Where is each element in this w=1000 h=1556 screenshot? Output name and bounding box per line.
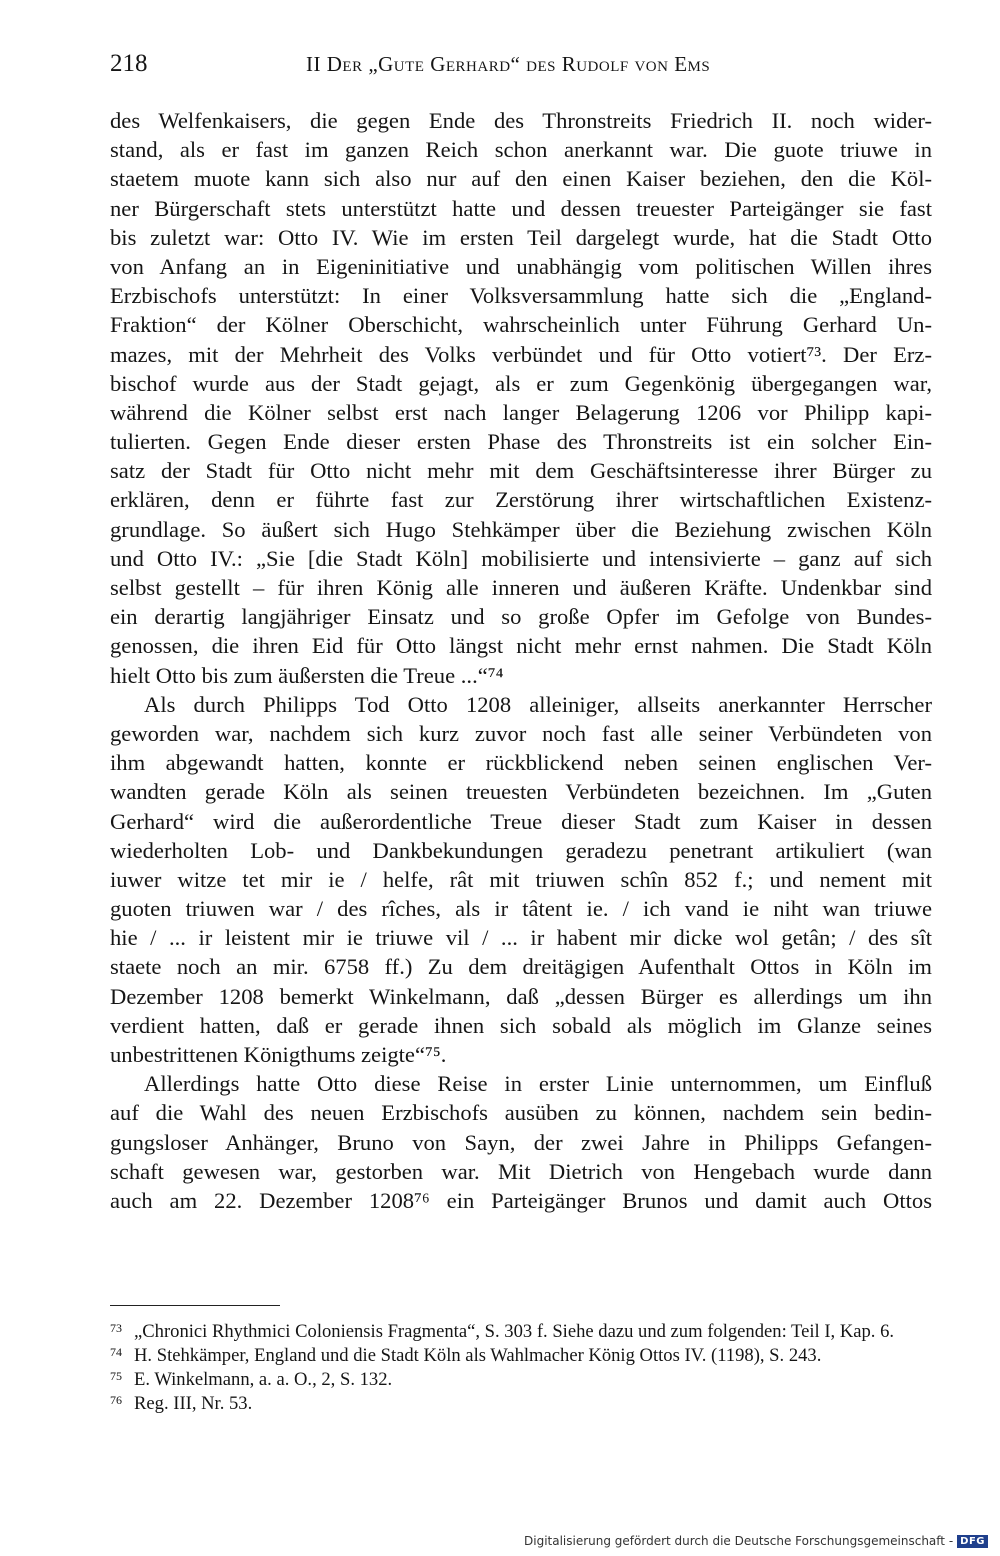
text-line: erklären, denn er führte fast zur Zerstörung ihrer wirtschaftlichen Existenz-: [110, 487, 932, 513]
text-line: hie / ... ir leistent mir ie triuwe vil / ... ir habent mir dicke wol getân; / des sît: [110, 925, 932, 951]
text-line: Als durch Philipps Tod Otto 1208 alleiniger, allseits anerkannter Herrscher: [144, 691, 932, 717]
text-line: satz der Stadt für Otto nicht mehr mit dem Geschäftsinteresse ihrer Bürger zu: [110, 458, 932, 484]
text-line: Fraktion“ der Kölner Oberschicht, wahrscheinlich unter Führung Gerhard Un-: [110, 312, 932, 338]
footnote: [110, 1392, 932, 1416]
footnote: [110, 1344, 932, 1368]
footnote: [110, 1320, 932, 1344]
text-line: hielt Otto bis zum äußersten die Treue ...“⁷⁴: [110, 662, 504, 688]
text-line: genossen, die ihren Eid für Otto längst nicht mehr ernst nahmen. Die Stadt Köln: [110, 633, 932, 659]
text-line: bischof wurde aus der Stadt gejagt, als er zum Gegenkönig übergegangen war,: [110, 370, 932, 396]
text-line: staete noch an mir. 6758 ff.) Zu dem dreitägigen Aufenthalt Ottos in Köln im: [110, 954, 932, 980]
footnote-text: Reg. III, Nr. 53.: [134, 1393, 253, 1414]
credit-text: Digitalisierung gefördert durch die Deutsche Forschungsgemeinschaft -: [524, 1534, 954, 1548]
footnote: [110, 1368, 932, 1392]
text-line: und Otto IV.: „Sie [die Stadt Köln] mobilisierte und intensivierte – ganz auf sich: [110, 545, 932, 571]
text-line: wandten gerade Köln als seinen treuesten Verbündeten bezeichnen. Im „Guten: [110, 779, 932, 805]
text-line: während die Kölner selbst erst nach langer Belagerung 1206 vor Philipp kapi-: [110, 399, 932, 425]
digitization-credit: [524, 1534, 988, 1548]
text-line: grundlage. So äußert sich Hugo Stehkämper über die Beziehung zwischen Köln: [110, 516, 932, 542]
footnote-text: H. Stehkämper, England und die Stadt Köln als Wahlmacher König Ottos IV. (1198), S. 243.: [134, 1345, 822, 1366]
footnote-number: 74: [110, 1345, 122, 1359]
text-line: schaft gewesen war, gestorben war. Mit Dietrich von Hengebach wurde dann: [110, 1158, 932, 1184]
text-line: bis zuletzt war: Otto IV. Wie im ersten Teil dargelegt wurde, hat die Stadt Otto: [110, 224, 932, 250]
text-line: tulierten. Gegen Ende dieser ersten Phase des Thronstreits ist ein solcher Ein-: [110, 429, 932, 455]
footnote-number: 75: [110, 1369, 122, 1383]
text-line: stand, als er fast im ganzen Reich schon anerkannt war. Die guote triuwe in: [110, 137, 932, 163]
text-line: wiederholten Lob- und Dankbekundungen geradezu penetrant artikuliert (wan: [110, 837, 932, 863]
page-number: 218: [110, 50, 148, 77]
text-line: Allerdings hatte Otto diese Reise in erster Linie unternommen, um Einfluß: [144, 1071, 932, 1097]
text-line: geworden war, nachdem sich kurz zuvor noch fast alle seiner Verbündeten von: [110, 720, 932, 746]
text-line: Gerhard“ wird die außerordentliche Treue dieser Stadt zum Kaiser in dessen: [110, 808, 932, 834]
text-line: selbst gestellt – für ihren König alle inneren und äußeren Kräfte. Undenkbar sind: [110, 575, 932, 600]
text-line: mazes, mit der Mehrheit des Volks verbündet und für Otto votiert⁷³. Der Erz-: [110, 341, 932, 367]
text-line: iuwer witze tet mir ie / helfe, rât mit triuwen schîn 852 f.; und nement mit: [110, 866, 932, 892]
text-line: guoten triuwen war / des rîches, als ir tâtent ie. / ich vand ie niht wan triuwe: [110, 896, 932, 922]
text-line: staetem muote kann sich also nur auf den einen Kaiser beziehen, den die Köl-: [110, 166, 932, 192]
footnote-divider: [110, 1305, 280, 1306]
footnote-text: „Chronici Rhythmici Coloniensis Fragmenta“, S. 303 f. Siehe dazu und zum folgenden: Teil I, Kap. 6.: [134, 1321, 895, 1342]
text-line: des Welfenkaisers, die gegen Ende des Thronstreits Friedrich II. noch wider-: [110, 108, 932, 133]
text-line: ihm abgewandt hatten, konnte er rückblickend neben seinen englischen Ver-: [110, 750, 932, 776]
body-text: [110, 106, 932, 1215]
running-title: II Der „Gute Gerhard“ des Rudolf von Ems: [306, 52, 711, 76]
text-line: ner Bürgerschaft stets unterstützt hatte und dessen treuester Parteigänger sie fast: [110, 195, 932, 221]
text-line: unbestrittenen Königthums zeigte“⁷⁵.: [110, 1042, 447, 1067]
text-line: auf die Wahl des neuen Erzbischofs ausüben zu können, nachdem sein bedin-: [110, 1100, 932, 1126]
footnote-number: 76: [110, 1393, 122, 1407]
footnote-text: E. Winkelmann, a. a. O., 2, S. 132.: [134, 1369, 393, 1390]
footnotes: [110, 1320, 932, 1416]
text-line: gungsloser Anhänger, Bruno von Sayn, der zwei Jahre in Philipps Gefangen-: [110, 1129, 932, 1155]
text-line: von Anfang an in Eigeninitiative und unabhängig vom politischen Willen ihres: [110, 253, 932, 279]
text-line: auch am 22. Dezember 1208⁷⁶ ein Parteigänger Brunos und damit auch Ottos: [110, 1187, 932, 1213]
text-line: ein derartig langjähriger Einsatz und so große Opfer im Gefolge von Bundes-: [110, 604, 932, 630]
page-header: [110, 50, 932, 82]
footnote-number: 73: [110, 1321, 122, 1335]
dfg-logo: DFG: [957, 1535, 988, 1548]
text-line: Dezember 1208 bemerkt Winkelmann, daß „dessen Bürger es allerdings um ihn: [110, 983, 932, 1009]
text-line: verdient hatten, daß er gerade ihnen sich sobald als möglich im Glanze seines: [110, 1012, 932, 1038]
text-line: Erzbischofs unterstützt: In einer Volksversammlung hatte sich die „England-: [110, 283, 932, 309]
